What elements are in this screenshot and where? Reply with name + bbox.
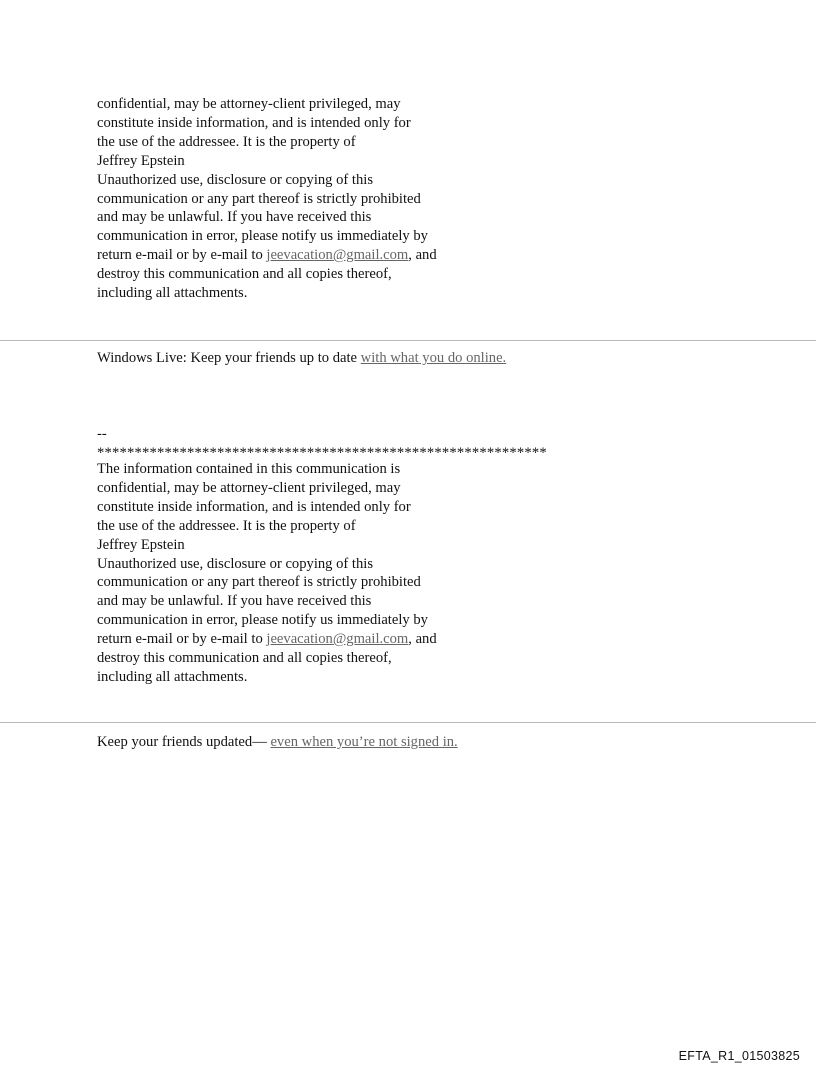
disclaimer-line: communication in error, please notify us immediately by — [97, 228, 428, 245]
disclaimer-line-with-email — [97, 246, 437, 265]
disclaimer-line: Jeffrey Epstein — [97, 536, 185, 553]
disclaimer-block-1 — [97, 95, 437, 303]
disclaimer-line-with-email — [97, 630, 437, 649]
disclaimer-line: constitute inside information, and is intended only for — [97, 114, 411, 131]
disclaimer-line: communication or any part thereof is strictly prohibited — [97, 574, 421, 591]
promo-text: Windows Live: Keep your friends up to date — [97, 350, 361, 366]
disclaimer-line: Unauthorized use, disclosure or copying of this — [97, 555, 374, 572]
email-link[interactable]: jeevacation@gmail.com — [266, 247, 409, 264]
disclaimer-line: The information contained in this communication is — [97, 461, 401, 477]
disclaimer-text: , and — [408, 247, 437, 264]
promo-line-2 — [97, 734, 458, 751]
disclaimer-line: destroy this communication and all copies thereof, — [97, 266, 392, 283]
disclaimer-line: communication in error, please notify us immediately by — [97, 612, 428, 629]
disclaimer-text: , and — [408, 631, 437, 648]
disclaimer-text: return e-mail or by e-mail to — [97, 631, 267, 648]
disclaimer-line: Unauthorized use, disclosure or copying of this — [97, 171, 374, 188]
disclaimer-line: and may be unlawful. If you have received this — [97, 593, 372, 610]
disclaimer-line: including all attachments. — [97, 668, 248, 685]
promo-link[interactable]: even when you’re not signed in. — [270, 734, 458, 750]
disclaimer-line: including all attachments. — [97, 285, 248, 302]
promo-line-1 — [97, 350, 506, 367]
email-link[interactable]: jeevacation@gmail.com — [266, 631, 409, 648]
divider-line — [0, 340, 816, 341]
divider-line — [0, 722, 816, 723]
disclaimer-line: communication or any part thereof is strictly prohibited — [97, 190, 421, 207]
signature-separator — [97, 425, 547, 463]
disclaimer-line: and may be unlawful. If you have received this — [97, 209, 372, 226]
disclaimer-line: destroy this communication and all copies thereof, — [97, 650, 392, 667]
signature-stars: ************************************************************ — [97, 444, 547, 461]
disclaimer-line: the use of the addressee. It is the property of — [97, 517, 356, 534]
promo-link[interactable]: with what you do online. — [360, 350, 507, 366]
signature-dashes: -- — [97, 426, 107, 442]
disclaimer-line: confidential, may be attorney-client privileged, may — [97, 479, 401, 496]
disclaimer-line: confidential, may be attorney-client privileged, may — [97, 96, 401, 112]
bates-number: EFTA_R1_01503825 — [678, 1049, 800, 1063]
disclaimer-line: constitute inside information, and is intended only for — [97, 498, 411, 515]
disclaimer-line: the use of the addressee. It is the property of — [97, 133, 356, 150]
promo-text: Keep your friends updated— — [97, 734, 271, 750]
disclaimer-text: return e-mail or by e-mail to — [97, 247, 267, 264]
disclaimer-block-2 — [97, 460, 437, 687]
disclaimer-line: Jeffrey Epstein — [97, 152, 185, 169]
